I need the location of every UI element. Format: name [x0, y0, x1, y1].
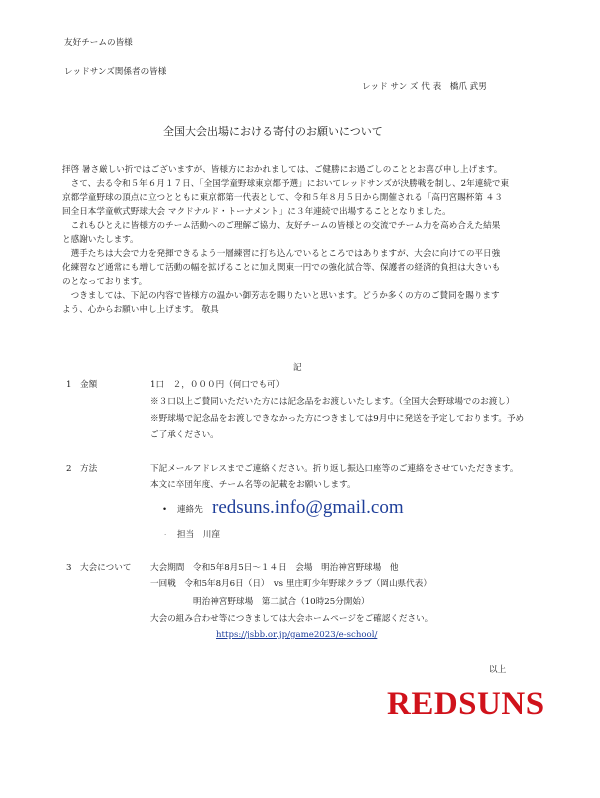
item3-line: 大会期間 令和5年8月5日～１４日 会場 明治神宮野球場 他 [150, 563, 399, 573]
body-paragraph [62, 163, 509, 317]
item2-line: 下記メールアドレスまでご連絡ください。折り返し振込口座等のご連絡をさせていただきます。 [150, 464, 519, 474]
recipient-line-2: レッドサンズ関係者の皆様 [64, 67, 167, 77]
body-line: 化練習など通常にも増して活動の幅を拡げることに加え関東一円での強化試合等、保護者の経済的負担は大きいも [62, 263, 501, 273]
body-line: 回全日本学童軟式野球大会 マクドナルド・トーナメント」に３年連続で出場することとなりました。 [62, 207, 451, 217]
closing-word: 以上 [489, 665, 507, 675]
redsuns-logo: REDSUNS [387, 686, 545, 722]
body-line: つきましては、下記の内容で皆様方の温かい御芳志を賜りたいと思います。どうか多くの方のご賛同を賜ります [62, 291, 500, 301]
body-line: 京都学童野球の頂点に立つとともに東京都第一代表として、令和５年８月５日から開催される「高円宮賜杯第 ４３ [62, 193, 503, 203]
contact-email-link[interactable]: redsuns.info@gmail.com [212, 497, 404, 518]
bullet-mark: . [164, 529, 167, 537]
body-line: 選手たちは大会で力を発揮できるよう一層練習に打ち込んでいるところではありますが、大会に向けての平日強 [62, 249, 501, 259]
letter-title: 全国大会出場における寄付のお願いについて [163, 125, 383, 138]
item1-line: ご了承ください。 [150, 430, 219, 440]
item3-line: 明治神宮野球場 第二試合（10時25分開始） [193, 597, 370, 607]
body-line: さて、去る令和５年６月１７日、「全国学童野球東京都予選」においてレッドサンズが決勝戦を制し、2年連続で東 [62, 179, 510, 189]
item1-line: ※野球場で記念品をお渡しできなかった方につきましては9月中に発送を予定しております。予め [150, 414, 525, 424]
body-line: のとなっております。 [62, 277, 148, 287]
recipient-line-1: 友好チームの皆様 [64, 38, 133, 48]
item1-label: 1 金額 [66, 380, 98, 390]
item2-line: 本文に卒団年度、チーム名等の記載をお願いします。 [150, 480, 356, 490]
item1-line: ※３口以上ご賛同いただいた方には記念品をお渡しいたします。（全国大会野球場でのお渡し） [150, 397, 515, 407]
ki-heading: 記 [293, 363, 302, 373]
body-line: よう、心からお願い申し上げます。 敬具 [62, 305, 219, 315]
tournament-url-link[interactable]: https://jsbb.or.jp/game2023/e-school/ [216, 630, 378, 640]
item3-label: 3 大会について [66, 563, 132, 573]
item3-line: 一回戦 令和5年8月6日（日） vs 里庄町少年野球クラブ（岡山県代表） [150, 579, 432, 589]
body-line: と感謝いたします。 [62, 235, 139, 245]
bullet-dot: • [162, 505, 168, 515]
sender-line: レッド サン ズ 代 表 橋爪 武男 [362, 82, 487, 92]
body-line: これもひとえに皆様方のチーム活動へのご理解ご協力、友好チームの皆様との交流でチーム力を高め合えた結果 [62, 221, 501, 231]
contact-label: 連絡先 [177, 505, 203, 515]
item3-line: 大会の組み合わせ等につきましては大会ホームページをご確認ください。 [150, 614, 434, 624]
item1-line: 1口 ２，０００円（何口でも可） [150, 380, 285, 390]
item2-label: 2 方法 [66, 464, 98, 474]
body-line: 拝啓 暑さ厳しい折ではございますが、皆様方におかれましては、ご健勝にお過ごしのこととお喜び申し上げます。 [62, 165, 503, 175]
contact-person: 担当 川窪 [177, 530, 220, 540]
